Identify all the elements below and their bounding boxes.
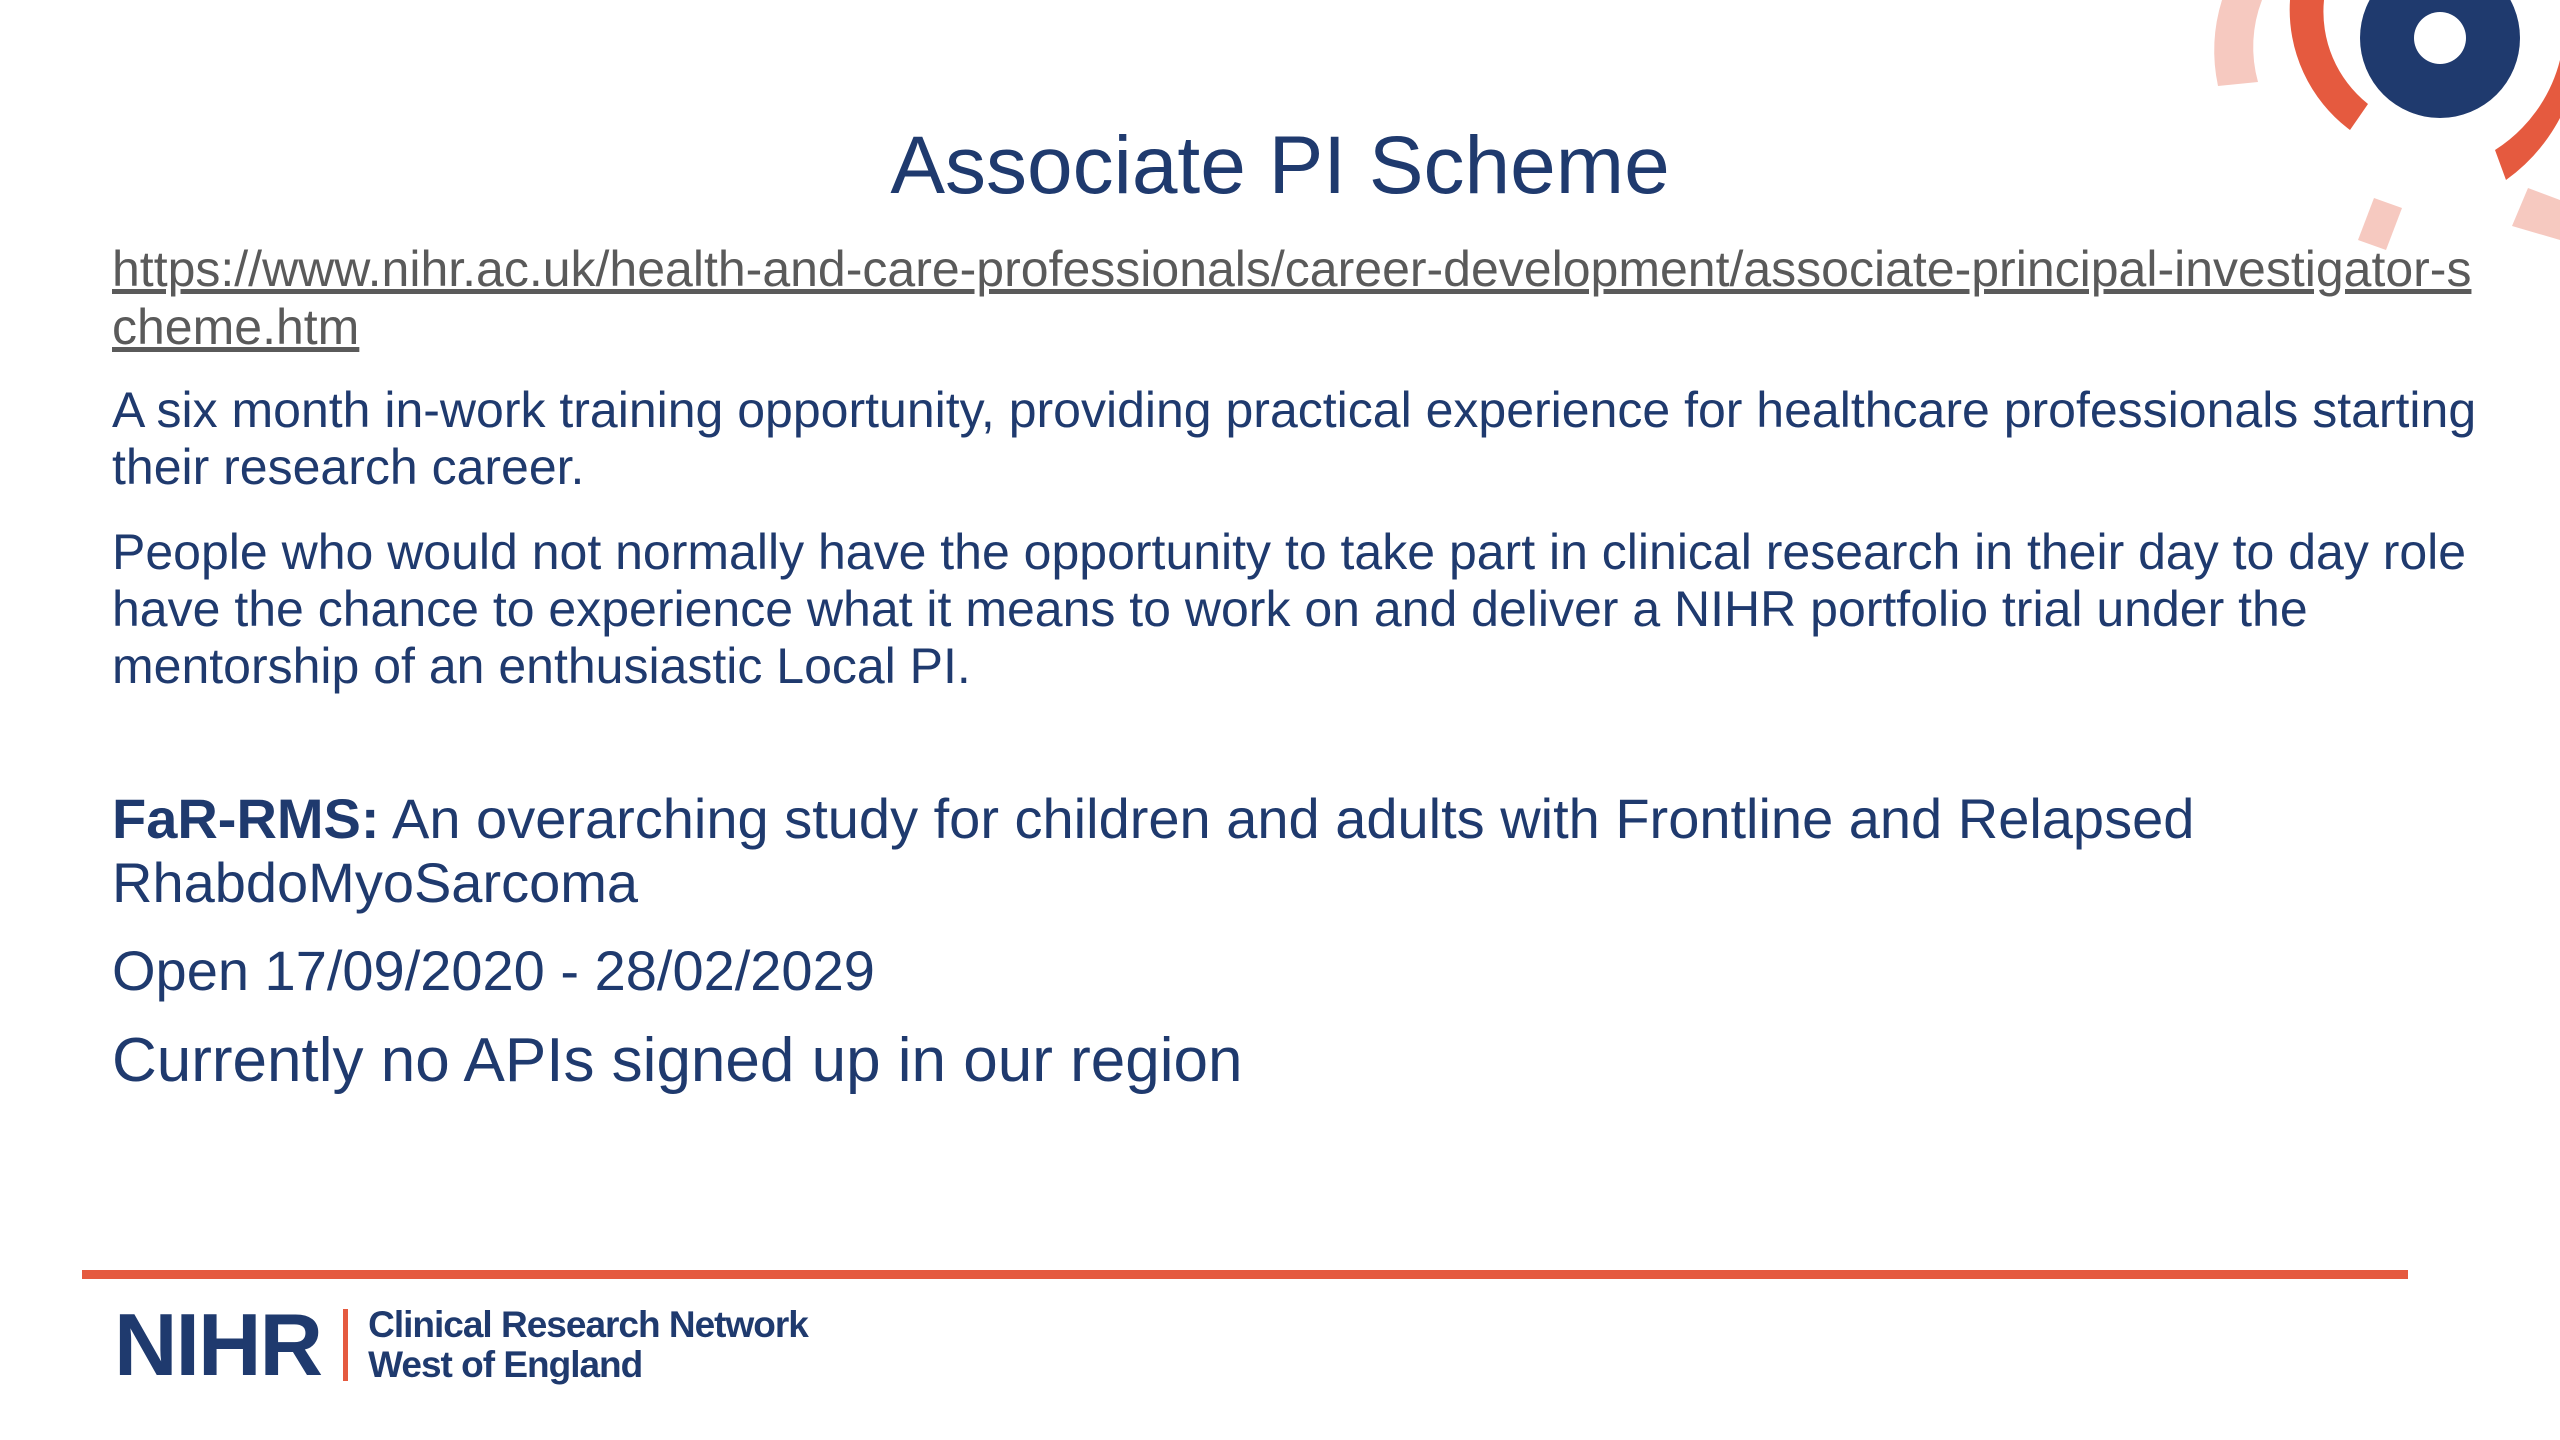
slide-content [112, 240, 2492, 1097]
description-paragraph-2: People who would not normally have the opportunity to take part in clinical research in their day to day role have the chance to experience what it means to work on and deliver a NIHR portfolio trial under the mentorship of an enthusiastic Local PI. [112, 524, 2467, 694]
nihr-crn-logo [114, 1290, 808, 1400]
nihr-logo-text: NIHR [114, 1295, 322, 1394]
network-line-1: Clinical Research Network [368, 1304, 808, 1345]
study-summary: An overarching study for children and adults with Frontline and Relapsed RhabdoMyoSarcoma [112, 787, 2195, 914]
slide-title: Associate PI Scheme [890, 120, 1670, 211]
footer-divider [82, 1270, 2408, 1279]
open-dates: Open 17/09/2020 - 28/02/2029 [112, 939, 875, 1002]
logo-divider [343, 1309, 348, 1381]
study-description [112, 787, 2492, 915]
study-name: FaR-RMS: [112, 787, 380, 850]
api-status: Currently no APIs signed up in our region [112, 1026, 1243, 1095]
scheme-link[interactable]: https://www.nihr.ac.uk/health-and-care-professionals/career-development/associate-principal-investigator-scheme.htm [112, 241, 2472, 355]
network-line-2: West of England [368, 1344, 643, 1385]
network-name [368, 1305, 808, 1385]
description-paragraph-1: A six month in-work training opportunity, providing practical experience for healthcare professionals starting their research career. [112, 382, 2477, 495]
